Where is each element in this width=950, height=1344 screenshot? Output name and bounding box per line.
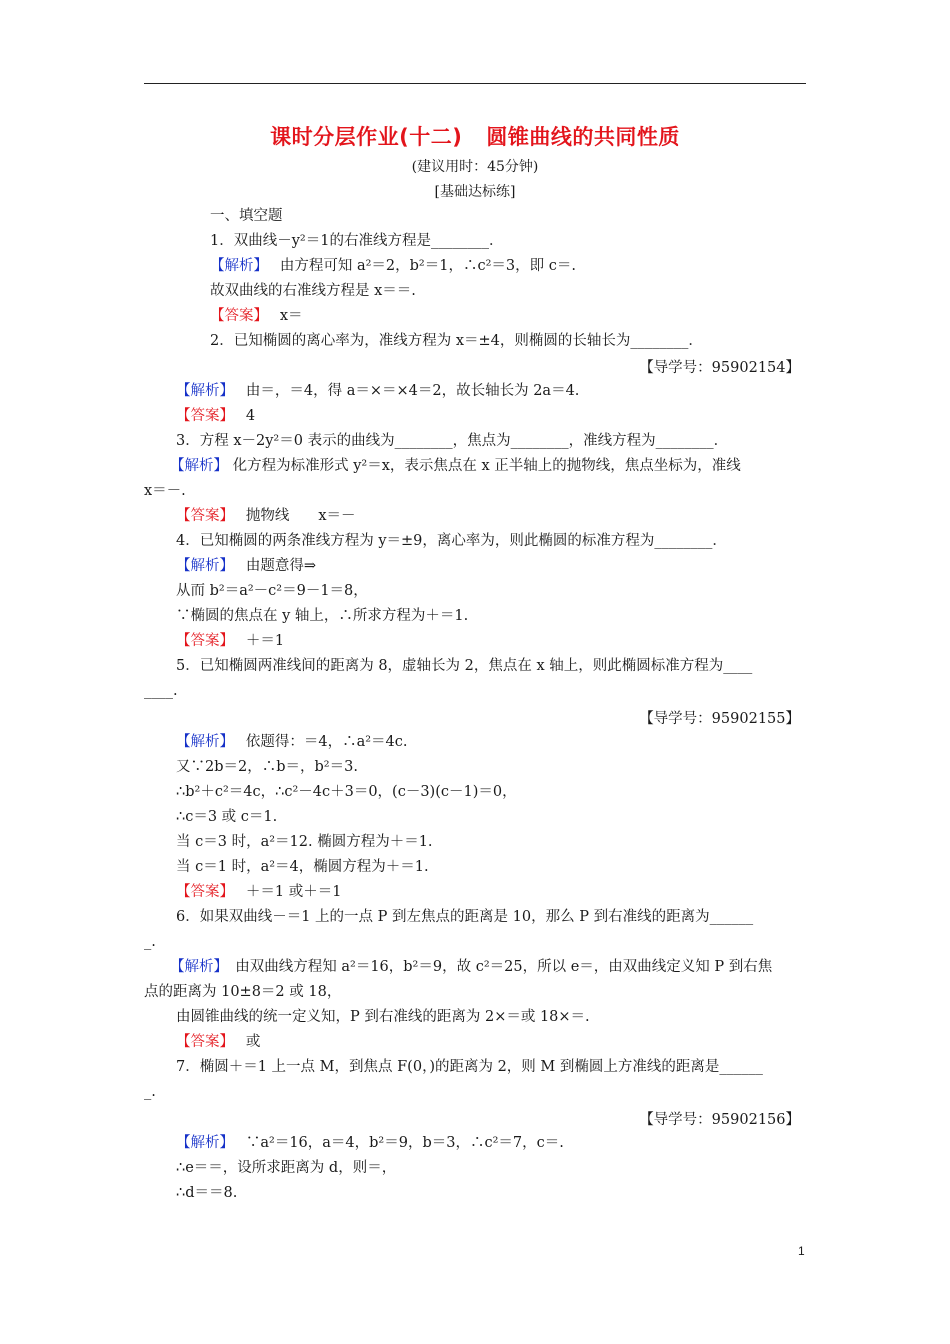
q3-analysis: 【解析】 化方程为标准形式 y²＝x，表示焦点在 x 正半轴上的抛物线，焦点坐标为，准线 xyxy=(170,458,741,474)
question-5: 5．已知椭圆两准线间的距离为 8，虚轴长为 2，焦点在 x 轴上，则此椭圆标准方程为____ xyxy=(176,658,753,674)
question-4: 4．已知椭圆的两条准线方程为 y＝±9，离心率为，则此椭圆的标准方程为________． xyxy=(176,533,727,549)
section-heading: 一、填空题 xyxy=(210,208,283,224)
guide-number: 【导学号：95902155】 xyxy=(639,711,800,727)
answer-label: 【答案】 xyxy=(176,508,227,524)
q1-analysis-line2: 故双曲线的右准线方程是 x＝＝. xyxy=(210,283,416,299)
q4-analysis-line3: ∵椭圆的焦点在 y 轴上，∴所求方程为＋＝1. xyxy=(176,608,469,624)
suggested-time: (建议用时：45分钟) xyxy=(411,159,539,175)
q5-analysis: 【解析】 依题得：＝4，∴a²＝4c. xyxy=(176,734,408,750)
guide-number: 【导学号：95902156】 xyxy=(639,1112,800,1128)
question-1: 1．双曲线－y²＝1的右准线方程是________． xyxy=(210,233,504,249)
q2-answer: 【答案】 4 xyxy=(176,408,256,424)
q5-analysis-line3: ∴b²＋c²＝4c，∴c²－4c＋3＝0，(c－3)(c－1)＝0， xyxy=(176,784,517,800)
page-title xyxy=(0,121,950,151)
question-2: 2．已知椭圆的离心率为，准线方程为 x＝±4，则椭圆的长轴长为________． xyxy=(210,333,703,349)
question-6: 6．如果双曲线－＝1 上的一点 P 到左焦点的距离是 10，那么 P 到右准线的距离为______ xyxy=(176,909,754,925)
q5-answer: 【答案】 ＋＝1 或＋＝1 xyxy=(176,884,342,900)
q2-analysis: 【解析】 由＝，＝4，得 a＝×＝×4＝2，故长轴长为 2a＝4. xyxy=(176,383,580,399)
level-heading: [基础达标练] xyxy=(434,184,516,200)
answer-label: 【答案】 xyxy=(176,1034,227,1050)
q4-answer: 【答案】 ＋＝1 xyxy=(176,633,285,649)
q7-analysis: 【解析】 ∵a²＝16，a＝4，b²＝9，b＝3，∴c²＝7，c＝. xyxy=(176,1135,564,1151)
q3-analysis-line2: x＝－. xyxy=(144,483,186,499)
question-6-line2: _. xyxy=(144,934,156,950)
q7-analysis-line3: ∴d＝＝8. xyxy=(176,1185,238,1201)
title-part-2: 圆锥曲线的共同性质 xyxy=(486,125,680,149)
q5-analysis-line2: 又∵2b＝2，∴b＝，b²＝3. xyxy=(176,759,358,775)
question-7: 7．椭圆＋＝1 上一点 M，到焦点 F(0，)的距离为 2，则 M 到椭圆上方准线的距离是______ xyxy=(176,1059,763,1075)
answer-label: 【答案】 xyxy=(176,884,227,900)
answer-label: 【答案】 xyxy=(176,408,227,424)
page-number: 1 xyxy=(798,1244,805,1258)
q1-analysis: 【解析】 由方程可知 a²＝2，b²＝1，∴c²＝3，即 c＝. xyxy=(210,258,576,274)
q7-analysis-line2: ∴e＝＝，设所求距离为 d，则＝， xyxy=(176,1160,397,1176)
analysis-label: 【解析】 xyxy=(170,458,228,474)
question-5-line2: ____. xyxy=(144,683,178,699)
analysis-label: 【解析】 xyxy=(176,558,227,574)
q1-answer: 【答案】 x＝ xyxy=(210,308,303,324)
question-7-line2: _. xyxy=(144,1084,156,1100)
q4-analysis: 【解析】 由题意得⇒ xyxy=(176,558,317,574)
title-part-1: 课时分层作业(十二) xyxy=(270,125,463,149)
answer-label: 【答案】 xyxy=(176,633,227,649)
q6-analysis-line2: 点的距离为 10±8＝2 或 18， xyxy=(144,984,342,1000)
q6-analysis: 【解析】 由双曲线方程知 a²＝16，b²＝9，故 c²＝25，所以 e＝，由双曲线定义知 P 到右焦 xyxy=(170,959,773,975)
q5-analysis-line6: 当 c＝1 时，a²＝4，椭圆方程为＋＝1. xyxy=(176,859,429,875)
analysis-label: 【解析】 xyxy=(170,959,221,975)
question-3: 3．方程 x－2y²＝0 表示的曲线为________，焦点为________，准线方程为________． xyxy=(176,433,729,449)
analysis-label: 【解析】 xyxy=(176,734,227,750)
q6-answer: 【答案】 或 xyxy=(176,1034,261,1050)
header-rule xyxy=(144,83,806,84)
analysis-label: 【解析】 xyxy=(176,383,227,399)
analysis-label: 【解析】 xyxy=(176,1135,227,1151)
q5-analysis-line4: ∴c＝3 或 c＝1. xyxy=(176,809,278,825)
q3-answer: 【答案】 抛物线 x＝－ xyxy=(176,508,356,524)
answer-label: 【答案】 xyxy=(210,308,261,324)
q6-analysis-line3: 由圆锥曲线的统一定义知，P 到右准线的距离为 2×＝或 18×＝. xyxy=(176,1009,590,1025)
q4-analysis-line2: 从而 b²＝a²－c²＝9－1＝8， xyxy=(176,583,368,599)
q5-analysis-line5: 当 c＝3 时，a²＝12. 椭圆方程为＋＝1. xyxy=(176,834,433,850)
guide-number: 【导学号：95902154】 xyxy=(639,360,800,376)
analysis-label: 【解析】 xyxy=(210,258,261,274)
